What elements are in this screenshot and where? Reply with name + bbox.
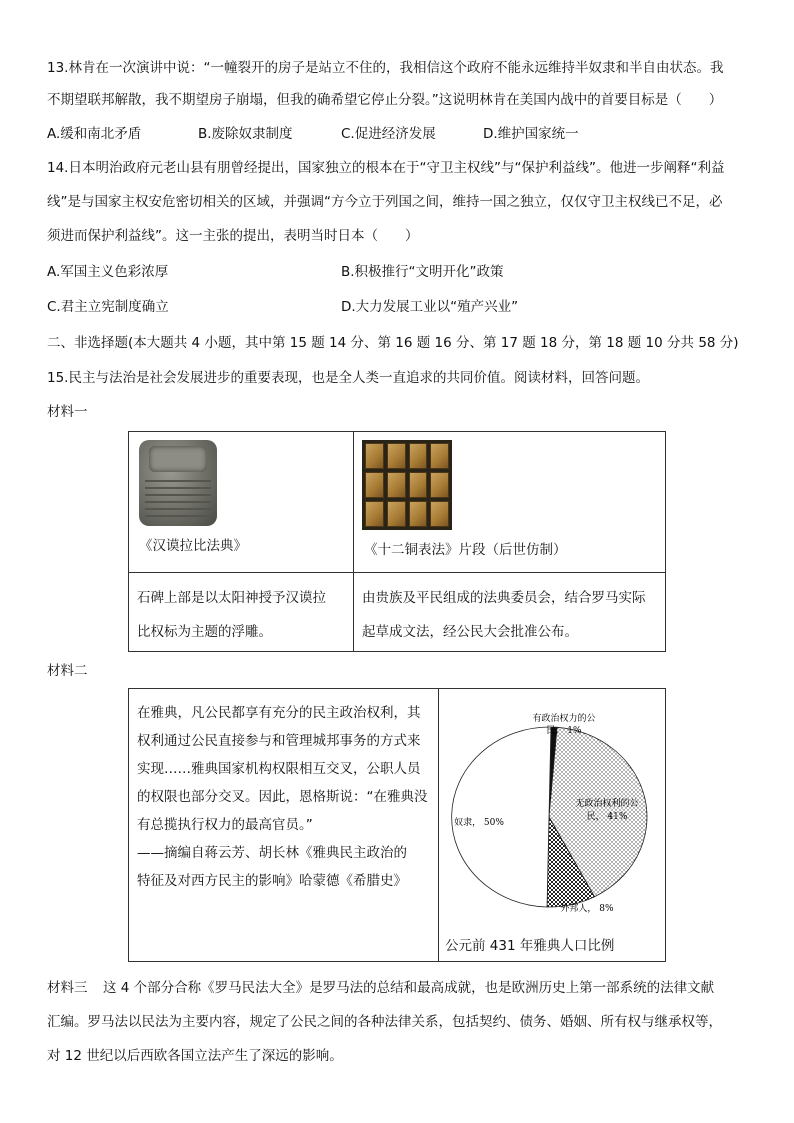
q13-option-b: B.废除奴隶制度 <box>198 126 293 142</box>
q14-option-a: A.军国主义色彩浓厚 <box>47 264 169 280</box>
q13-line2: 不期望联邦解散，我不期望房子崩塌，但我的确希望它停止分裂。”这说明林肯在美国内战中的首要目标是（ ） <box>47 92 723 108</box>
m3-line-2: 汇编。罗马法以民法为主要内容，规定了公民之间的各种法律关系，包括契约、债务、婚姻、所有权与继承权等， <box>47 1014 722 1030</box>
m2-chart-cell <box>439 689 666 962</box>
m1-left-text-2: 比权标为主题的浮雕。 <box>137 624 272 640</box>
q14-option-d: D.大力发展工业以“殖产兴业” <box>341 299 519 315</box>
m1-right-text-cell <box>354 573 666 652</box>
material-1-label: 材料一 <box>47 404 88 420</box>
q15-intro: 15.民主与法治是社会发展进步的重要表现，也是全人类一直追求的共同价值。阅读材料，回答问题。 <box>47 370 649 386</box>
q14-option-b: B.积极推行“文明开化”政策 <box>341 264 504 280</box>
q13-option-a: A.缓和南北矛盾 <box>47 126 142 142</box>
slice-slaves <box>452 727 551 907</box>
m1-right-caption: 《十二铜表法》片段（后世仿制） <box>364 542 567 558</box>
material-2-label: 材料二 <box>47 663 88 679</box>
twelve-tables-image <box>362 440 452 530</box>
m2-text-4: 的权限也部分交叉。因此，恩格斯说：“在雅典没 <box>137 789 428 805</box>
q14-option-c: C.君主立宪制度确立 <box>47 299 169 315</box>
slice-label-citizens-no-rights-a: 无政治权利的公 <box>575 799 639 809</box>
section-heading: 二、非选择题(本大题共 4 小题，其中第 15 题 14 分、第 16 题 16 分、第 17 题 18 分，第 18 题 10 分共 58 分) <box>47 335 739 351</box>
m2-text-2: 权利通过公民直接参与和管理城邦事务的方式来 <box>137 733 421 749</box>
slice-label-slaves: 奴隶， 50% <box>454 818 504 828</box>
q13-option-c: C.促进经济发展 <box>341 126 436 142</box>
m2-source-1: ——摘编自蒋云芳、胡长林《雅典民主政治的 <box>137 845 407 861</box>
slice-label-politically-empowered-a: 有政治权力的公 <box>532 714 596 724</box>
m2-text-3: 实现……雅典国家机构权限相互交叉，公职人员 <box>137 761 421 777</box>
m2-source-2: 特征及对西方民主的影响》哈蒙德《希腊史》 <box>137 873 407 889</box>
q14-line1: 14.日本明治政府元老山县有朋曾经提出，国家独立的根本在于“守卫主权线”与“保护利益线”。他进一步阐释“利益 <box>47 160 725 176</box>
material-3-label: 材料三 <box>47 980 88 996</box>
athens-population-pie-chart <box>439 689 665 929</box>
q13-option-d: D.维护国家统一 <box>483 126 579 142</box>
q14-line3: 须进而保护利益线”。这一主张的提出，表明当时日本（ ） <box>47 228 419 244</box>
m2-text-cell <box>129 689 439 962</box>
chart-caption: 公元前 431 年雅典人口比例 <box>445 938 615 954</box>
material-2-table <box>128 688 666 962</box>
m1-left-text-1: 石碑上部是以太阳神授予汉谟拉 <box>137 590 326 606</box>
q14-line2: 线”是与国家主权安危密切相关的区域，并强调“方今立于列国之间，维持一国之独立，仅仅守卫主权线已不足，必 <box>47 194 723 210</box>
m1-right-text-1: 由贵族及平民组成的法典委员会，结合罗马实际 <box>362 590 646 606</box>
slice-label-politically-empowered-b: 民， 1% <box>546 726 582 736</box>
q13-line1: 13.林肯在一次演讲中说：“一幢裂开的房子是站立不住的，我相信这个政府不能永远维持半奴隶和半自由状态。我 <box>47 60 724 76</box>
m1-right-image-cell <box>354 432 666 573</box>
slice-label-citizens-no-rights-b: 民， 41% <box>586 812 628 822</box>
slice-label-foreigners: 外邦人， 8% <box>560 904 614 914</box>
m2-text-1: 在雅典，凡公民都享有充分的民主政治权利，其 <box>137 705 421 721</box>
m1-left-caption: 《汉谟拉比法典》 <box>139 538 247 554</box>
m3-line-1: 这 4 个部分合称《罗马民法大全》是罗马法的总结和最高成就，也是欧洲历史上第一部系统的法律文献 <box>103 980 715 996</box>
m1-left-text-cell <box>129 573 354 652</box>
material-1-table <box>128 431 666 652</box>
m3-line-3: 对 12 世纪以后西欧各国立法产生了深远的影响。 <box>47 1048 343 1064</box>
hammurabi-stele-image <box>139 440 217 526</box>
m2-text-5: 有总揽执行权力的最高官员。” <box>137 817 313 833</box>
m1-left-image-cell <box>129 432 354 573</box>
m1-right-text-2: 起草成文法，经公民大会批准公布。 <box>362 624 578 640</box>
